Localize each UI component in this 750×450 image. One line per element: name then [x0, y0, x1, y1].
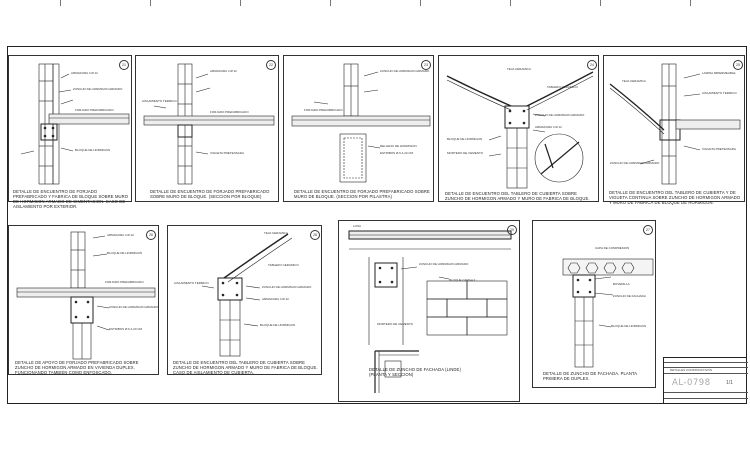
label-bloque-carga: BLOQUE CARGA 2: [449, 278, 476, 282]
label-zuncho: ZUNCHO DE HORMIGON ARMADO: [610, 161, 660, 165]
detail-caption: DETALLE DE ENCUENTRO DEL TABLERO DE CUBIERTA SOBRE ZUNCHO DE HORMIGON ARMADO Y MURO DE FABRICA DE BLOQUE. CASO DE AISLAMIENTO DE CUBIERTA.: [173, 360, 318, 375]
label-zuncho: ZUNCHO DE HORMIGON ARMADO: [109, 305, 159, 309]
label-bloque: BLOQUE DE HORMIGON: [447, 137, 483, 141]
detail-26-drawing: [9, 226, 160, 376]
label-teja: TEJA CERAMICA: [622, 79, 646, 83]
detail-panel-26: [8, 225, 159, 375]
label-tablero: TABLERO CERAMICO: [547, 85, 578, 89]
label-aislamiento: AISLAMIENTO TERMICO: [142, 99, 177, 103]
detail-number: 25: [733, 60, 743, 70]
label-bloque: BLOQUE DE HORMIGON: [611, 324, 647, 328]
label-aislamiento: AISLAMIENTO TERMICO: [174, 281, 209, 285]
label-forjado: FORJADO PREFABRICADO: [75, 108, 114, 112]
detail-number: 23: [421, 60, 431, 70]
label-armadura: ARMADURA 4 Ø 12: [107, 233, 134, 237]
label-armadura: ARMADURA 4 Ø 12: [262, 297, 289, 301]
detail-caption: DETALLE DE ZUNCHO DE FACHADA. PLANTA PRIMERA DE DUPLEX.: [543, 371, 637, 381]
detail-panel-25: [603, 55, 745, 205]
label-estribos: ESTRIBOS Ø 6 A 20 CM: [380, 151, 414, 155]
label-armadura: ARMADURA 4 Ø 12: [71, 71, 98, 75]
label-bovedilla: BOVEDILLA: [613, 282, 630, 286]
detail-number: 29: [507, 225, 517, 235]
label-bloque: BLOQUE DE HORMIGON: [260, 323, 296, 327]
label-bloque: BLOQUE DE HORMIGON: [107, 251, 143, 255]
label-bloque: BLOQUE DE HORMIGON: [75, 148, 111, 152]
label-armadura: ARMADURA 4 Ø 12: [210, 69, 237, 73]
label-mortero: MORTERO DE CEMENTO: [447, 151, 484, 155]
label-estribos: ESTRIBOS Ø 6 A 20 CM: [109, 327, 143, 331]
label-zuncho: ZUNCHO DE HORMIGON ARMADO: [419, 262, 469, 266]
detail-28-drawing: [168, 226, 323, 376]
detail-23-drawing: [284, 56, 435, 203]
detail-panel-28: [167, 225, 322, 375]
detail-panel-22: [135, 55, 279, 202]
sheet-page: 1/1: [726, 380, 733, 386]
label-vigueta: VIGUETA PRETENSADA: [702, 147, 736, 151]
label-relleno: RELLENO DE HORMIGON: [380, 144, 417, 148]
label-teja: TEJA CERAMICA: [507, 67, 531, 71]
label-zuncho: ZUNCHO DE HORMIGON ARMADO: [380, 69, 430, 73]
detail-caption: DETALLE DE APOYO DE FORJADO PREFABRICADO SOBRE ZUNCHO DE HORMIGON ARMADO EN VIVIENDA DUPLEX. FUNCIONANDO TAMBIEN COMO ENFOSCADO.: [15, 360, 139, 375]
label-forjado: FORJADO PREFABRICADO: [210, 110, 249, 114]
label-tablero: TABLERO CERAMICO: [268, 263, 299, 267]
label-impermeable: LAMINA IMPERMEABLE: [702, 71, 736, 75]
label-zuncho-fachada: ZUNCHO DE FACHADA: [613, 294, 646, 298]
detail-number: 28: [310, 230, 320, 240]
detail-caption: DETALLE DE ENCUENTRO DE FORJADO PREFABRICADO SOBRE MURO DE BLOQUE. (SECCION POR PILASTRA): [294, 189, 430, 199]
detail-caption: DETALLE DE ENCUENTRO DEL TABLERO DE CUBIERTA SOBRE ZUNCHO DE HORMIGON ARMADO Y MURO DE FABRICA DE BLOQUE.: [445, 191, 590, 201]
sheet-code: AL-0798: [672, 378, 711, 388]
label-zuncho: ZUNCHO DE HORMIGON ARMADO: [535, 113, 585, 117]
detail-caption: DETALLE DE ENCUENTRO DEL TABLERO DE CUBIERTA Y DE VIGUETA CONTINUA SOBRE ZUNCHO DE HORMIGON ARMADO Y MURO DE FABRICA DE BLOQUE DE HORMIGON.: [609, 190, 741, 205]
label-aislamiento: AISLAMIENTO TERMICO: [702, 91, 737, 95]
detail-22-drawing: [136, 56, 280, 203]
detail-panel-29: [338, 220, 520, 402]
label-zuncho: ZUNCHO DE HORMIGON ARMADO: [73, 87, 123, 91]
detail-panel-24: [438, 55, 599, 202]
detail-number: 26: [146, 230, 156, 240]
label-teja: TEJA CERAMICA: [264, 231, 288, 235]
detail-panel-27: [532, 220, 656, 388]
detail-panel-21: [8, 55, 132, 209]
label-mortero: MORTERO DE CEMENTO: [377, 322, 414, 326]
label-capa: CAPA DE COMPRESION: [595, 246, 630, 250]
detail-panel-23: [283, 55, 434, 202]
label-forjado: FORJADO PREFABRICADO: [105, 280, 144, 284]
label-zuncho: ZUNCHO DE HORMIGON ARMADO: [262, 285, 312, 289]
detail-24-drawing: [439, 56, 600, 203]
label-armadura: ARMADURA 4 Ø 12: [535, 125, 562, 129]
detail-caption: DETALLE DE ZUNCHO DE FACHADA (LINDE) (PLANTA Y SECCION): [369, 367, 461, 377]
top-ruler: [0, 0, 750, 6]
detail-21-drawing: [9, 56, 133, 203]
detail-number: 27: [643, 225, 653, 235]
label-forjado: FORJADO PREFABRICADO: [304, 108, 343, 112]
title-text: DETALLES CONSTRUCTIVOS: [670, 368, 712, 372]
detail-caption: DETALLE DE ENCUENTRO DE FORJADO PREFABRICADO SOBRE MURO DE BLOQUE. (SECCION POR BLOQUE): [150, 189, 270, 199]
detail-number: 21: [119, 60, 129, 70]
title-block: [663, 357, 747, 404]
detail-caption: DETALLE DE ENCUENTRO DE FORJADO PREFABRICADO Y FABRICA DE BLOQUE SOBRE MURO DE HORMIGON ARMADO DE CIMENTACION. CASO DE AISLAMIENTO POR EXTERIOR.: [13, 189, 129, 209]
label-losa: LOSA: [353, 224, 362, 228]
detail-number: 22: [266, 60, 276, 70]
label-vigueta: VIGUETA PRETENSADA: [210, 151, 244, 155]
detail-number: 24: [587, 60, 597, 70]
